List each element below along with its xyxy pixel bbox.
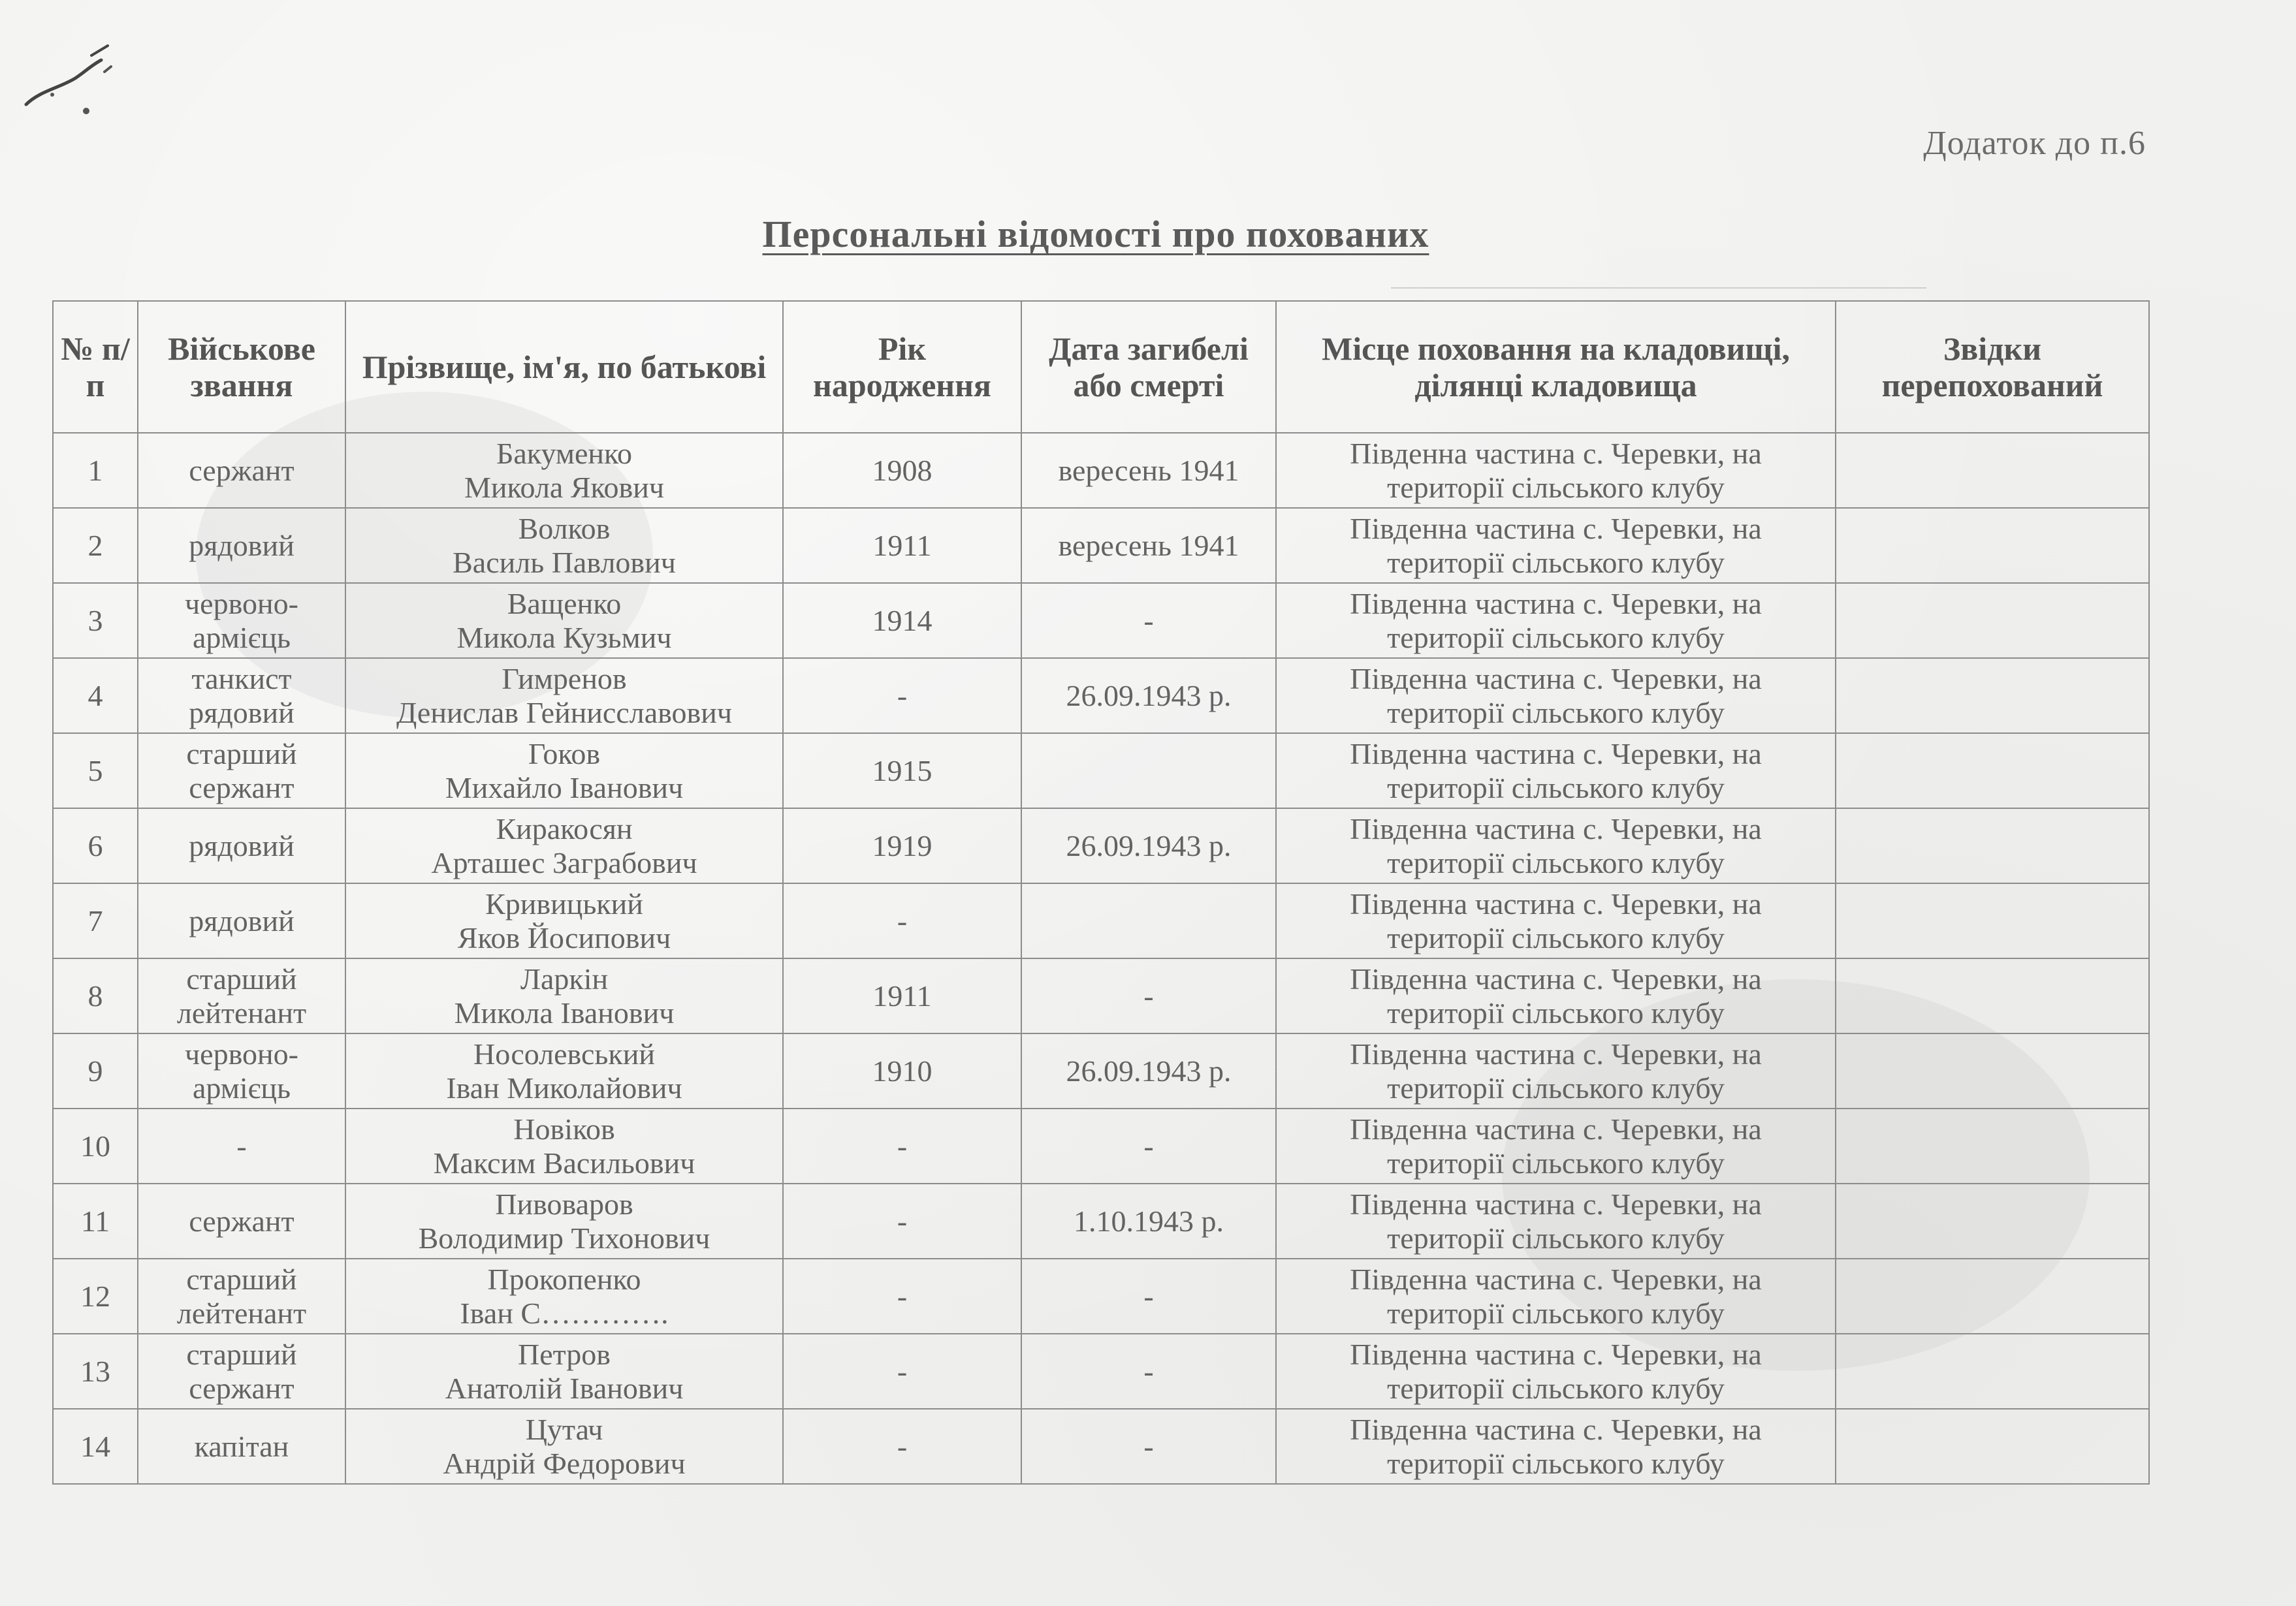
death-date: -: [1021, 583, 1276, 658]
reburied-from: [1836, 733, 2149, 808]
row-number: 7: [53, 883, 138, 958]
burial-place: Південна частина с. Черевки, на території сільського клубу: [1276, 1259, 1836, 1334]
death-date: -: [1021, 1409, 1276, 1484]
full-name: Новіков Максим Васильович: [345, 1109, 783, 1184]
corner-ink-mark: [13, 26, 137, 124]
table-row: [53, 733, 2149, 808]
birth-year: 1915: [783, 733, 1021, 808]
full-name: Гоков Михайло Іванович: [345, 733, 783, 808]
military-rank: старший лейтенант: [138, 1259, 345, 1334]
reburied-from: [1836, 1033, 2149, 1109]
military-rank: старший сержант: [138, 733, 345, 808]
full-name: Киракосян Арташес Заграбович: [345, 808, 783, 883]
full-name: Носолевський Іван Миколайович: [345, 1033, 783, 1109]
birth-year: -: [783, 1184, 1021, 1259]
reburied-from: [1836, 583, 2149, 658]
death-date: -: [1021, 958, 1276, 1033]
military-rank: рядовий: [138, 508, 345, 583]
reburied-from: [1836, 1109, 2149, 1184]
burial-place: Південна частина с. Черевки, на території сільського клубу: [1276, 1334, 1836, 1409]
reburied-from: [1836, 883, 2149, 958]
full-name: Бакуменко Микола Якович: [345, 433, 783, 508]
death-date: 26.09.1943 р.: [1021, 1033, 1276, 1109]
death-date: 26.09.1943 р.: [1021, 658, 1276, 733]
table-row: [53, 1033, 2149, 1109]
death-date: вересень 1941: [1021, 433, 1276, 508]
burial-place: Південна частина с. Черевки, на території сільського клубу: [1276, 883, 1836, 958]
death-date: [1021, 733, 1276, 808]
birth-year: -: [783, 883, 1021, 958]
header-death-date: Дата загибелі або смерті: [1021, 301, 1276, 433]
title-divider: [1391, 287, 1926, 289]
death-date: 1.10.1943 р.: [1021, 1184, 1276, 1259]
birth-year: -: [783, 1259, 1021, 1334]
death-date: -: [1021, 1334, 1276, 1409]
burial-place: Південна частина с. Черевки, на території сільського клубу: [1276, 433, 1836, 508]
header-reburied-from: Звідки перепохований: [1836, 301, 2149, 433]
reburied-from: [1836, 433, 2149, 508]
military-rank: старший лейтенант: [138, 958, 345, 1033]
military-rank: танкист рядовий: [138, 658, 345, 733]
burials-table: [52, 300, 2150, 1485]
table-row: [53, 883, 2149, 958]
military-rank: червоно- армієць: [138, 1033, 345, 1109]
military-rank: рядовий: [138, 883, 345, 958]
table-row: [53, 808, 2149, 883]
burial-place: Південна частина с. Черевки, на території сільського клубу: [1276, 1184, 1836, 1259]
full-name: Петров Анатолій Іванович: [345, 1334, 783, 1409]
header-burial-place: Місце поховання на кладовищі, ділянці кладовища: [1276, 301, 1836, 433]
birth-year: -: [783, 1334, 1021, 1409]
table-header-row: [53, 301, 2149, 433]
row-number: 13: [53, 1334, 138, 1409]
row-number: 5: [53, 733, 138, 808]
burial-place: Південна частина с. Черевки, на території сільського клубу: [1276, 1033, 1836, 1109]
birth-year: 1910: [783, 1033, 1021, 1109]
full-name: Пивоваров Володимир Тихонович: [345, 1184, 783, 1259]
reburied-from: [1836, 1334, 2149, 1409]
military-rank: рядовий: [138, 808, 345, 883]
table-row: [53, 508, 2149, 583]
birth-year: -: [783, 658, 1021, 733]
table-row: [53, 1334, 2149, 1409]
death-date: вересень 1941: [1021, 508, 1276, 583]
burial-place: Південна частина с. Черевки, на території сільського клубу: [1276, 508, 1836, 583]
full-name: Кривицький Яков Йосипович: [345, 883, 783, 958]
birth-year: 1919: [783, 808, 1021, 883]
row-number: 14: [53, 1409, 138, 1484]
row-number: 3: [53, 583, 138, 658]
burial-place: Південна частина с. Черевки, на території сільського клубу: [1276, 808, 1836, 883]
military-rank: старший сержант: [138, 1334, 345, 1409]
appendix-reference: Додаток до п.6: [1923, 125, 2146, 162]
full-name: Ващенко Микола Кузьмич: [345, 583, 783, 658]
burial-place: Південна частина с. Черевки, на території сільського клубу: [1276, 1409, 1836, 1484]
military-rank: сержант: [138, 1184, 345, 1259]
birth-year: 1914: [783, 583, 1021, 658]
row-number: 9: [53, 1033, 138, 1109]
birth-year: 1911: [783, 958, 1021, 1033]
header-rank: Військове звання: [138, 301, 345, 433]
death-date: [1021, 883, 1276, 958]
military-rank: капітан: [138, 1409, 345, 1484]
birth-year: 1911: [783, 508, 1021, 583]
full-name: Гимренов Денислав Гейнисславович: [345, 658, 783, 733]
reburied-from: [1836, 658, 2149, 733]
death-date: -: [1021, 1109, 1276, 1184]
row-number: 11: [53, 1184, 138, 1259]
header-number: № п/п: [53, 301, 138, 433]
row-number: 6: [53, 808, 138, 883]
row-number: 2: [53, 508, 138, 583]
burial-place: Південна частина с. Черевки, на території сільського клубу: [1276, 958, 1836, 1033]
row-number: 4: [53, 658, 138, 733]
row-number: 8: [53, 958, 138, 1033]
table-row: [53, 1409, 2149, 1484]
birth-year: -: [783, 1409, 1021, 1484]
full-name: Цутач Андрій Федорович: [345, 1409, 783, 1484]
table-row: [53, 583, 2149, 658]
full-name: Волков Василь Павлович: [345, 508, 783, 583]
reburied-from: [1836, 808, 2149, 883]
header-birth-year: Рік народження: [783, 301, 1021, 433]
table-row: [53, 433, 2149, 508]
burial-place: Південна частина с. Черевки, на території сільського клубу: [1276, 658, 1836, 733]
reburied-from: [1836, 1409, 2149, 1484]
table-row: [53, 658, 2149, 733]
death-date: 26.09.1943 р.: [1021, 808, 1276, 883]
death-date: -: [1021, 1259, 1276, 1334]
military-rank: -: [138, 1109, 345, 1184]
header-full-name: Прізвище, ім'я, по батькові: [345, 301, 783, 433]
reburied-from: [1836, 1184, 2149, 1259]
reburied-from: [1836, 958, 2149, 1033]
birth-year: -: [783, 1109, 1021, 1184]
reburied-from: [1836, 1259, 2149, 1334]
full-name: Ларкін Микола Іванович: [345, 958, 783, 1033]
table-row: [53, 1259, 2149, 1334]
table-row: [53, 1184, 2149, 1259]
table-row: [53, 1109, 2149, 1184]
row-number: 12: [53, 1259, 138, 1334]
burial-place: Південна частина с. Черевки, на території сільського клубу: [1276, 583, 1836, 658]
table-row: [53, 958, 2149, 1033]
document-title: Персональні відомості про похованих: [762, 213, 1429, 255]
military-rank: червоно- армієць: [138, 583, 345, 658]
row-number: 1: [53, 433, 138, 508]
burial-place: Південна частина с. Черевки, на території сільського клубу: [1276, 1109, 1836, 1184]
full-name: Прокопенко Іван С………….: [345, 1259, 783, 1334]
burial-place: Південна частина с. Черевки, на території сільського клубу: [1276, 733, 1836, 808]
row-number: 10: [53, 1109, 138, 1184]
military-rank: сержант: [138, 433, 345, 508]
birth-year: 1908: [783, 433, 1021, 508]
reburied-from: [1836, 508, 2149, 583]
